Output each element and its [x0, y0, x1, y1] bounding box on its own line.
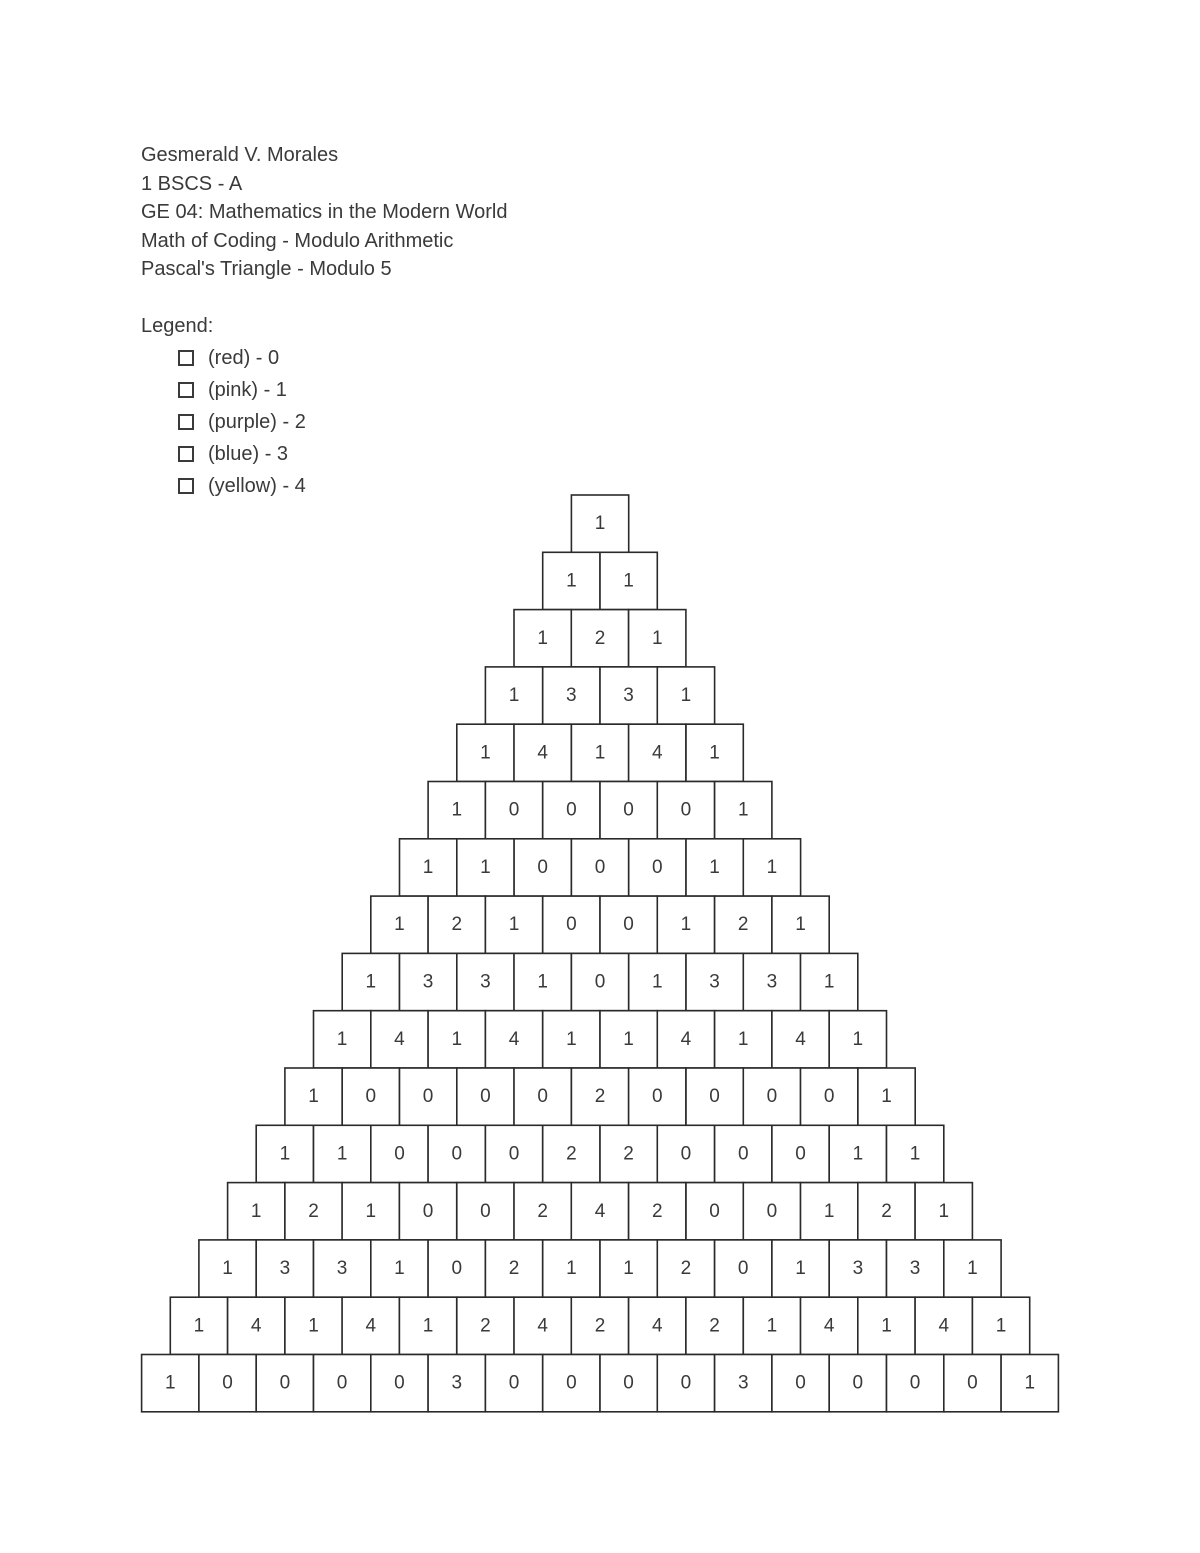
cell-value: 0 [422, 1086, 434, 1108]
triangle-cell [686, 1068, 743, 1125]
cell-value: 1 [308, 1315, 319, 1337]
triangle-cell [485, 896, 542, 953]
triangle-cell [342, 1068, 399, 1125]
cell-value: 2 [709, 1315, 720, 1337]
triangle-cell [715, 1125, 772, 1182]
triangle-cell [371, 1240, 428, 1297]
triangle-cell [629, 1183, 686, 1240]
cell-value: 2 [480, 1315, 491, 1337]
cell-value: 1 [165, 1372, 176, 1394]
triangle-cell [600, 896, 657, 953]
triangle-cell [457, 1183, 514, 1240]
cell-value: 4 [537, 742, 548, 764]
legend-label: (yellow) - 4 [208, 474, 306, 497]
triangle-cell [657, 1355, 714, 1412]
cell-value: 1 [451, 1028, 463, 1050]
cell-value: 0 [680, 799, 692, 821]
triangle-cell [571, 953, 628, 1010]
cell-value: 1 [480, 742, 491, 764]
triangle-cell [715, 896, 772, 953]
triangle-cell [772, 896, 829, 953]
cell-value: 4 [537, 1315, 548, 1337]
triangle-cell [858, 1297, 915, 1354]
cell-value: 2 [308, 1200, 319, 1222]
cell-value: 0 [909, 1372, 921, 1394]
triangle-cell [801, 1068, 858, 1125]
cell-value: 0 [566, 1372, 577, 1394]
cell-value: 0 [823, 1086, 835, 1108]
cell-value: 0 [795, 1143, 806, 1165]
triangle-cell [715, 1011, 772, 1068]
triangle-cell [543, 1125, 600, 1182]
triangle-cell [314, 1125, 371, 1182]
cell-value: 1 [709, 742, 720, 764]
cell-value: 1 [795, 914, 806, 936]
cell-value: 1 [594, 513, 606, 535]
triangle-cell [629, 1068, 686, 1125]
triangle-cell [801, 1297, 858, 1354]
cell-value: 3 [909, 1258, 921, 1280]
triangle-cell [400, 839, 457, 896]
cell-value: 1 [222, 1258, 233, 1280]
triangle-cell [199, 1240, 256, 1297]
cell-value: 0 [566, 799, 577, 821]
triangle-cell [428, 1355, 485, 1412]
cell-value: 1 [823, 1200, 835, 1222]
triangle-cell [657, 667, 714, 724]
triangle-cell [600, 782, 657, 839]
triangle-cell [686, 724, 743, 781]
triangle-cell [314, 1011, 371, 1068]
cell-value: 1 [365, 971, 377, 993]
triangle-cell [228, 1297, 285, 1354]
triangle-cell [686, 839, 743, 896]
cell-value: 0 [967, 1372, 978, 1394]
triangle-cell [571, 1183, 628, 1240]
cell-value: 1 [336, 1143, 348, 1165]
cell-value: 1 [652, 627, 663, 649]
cell-value: 0 [508, 799, 520, 821]
triangle-cell [485, 667, 542, 724]
triangle-cell [399, 1297, 456, 1354]
cell-value: 2 [881, 1200, 892, 1222]
cell-value: 4 [823, 1315, 835, 1337]
triangle-cell [371, 896, 428, 953]
triangle-cell [199, 1355, 256, 1412]
triangle-cell [657, 896, 714, 953]
cell-value: 1 [623, 1258, 634, 1280]
triangle-cell [772, 1011, 829, 1068]
triangle-cell [543, 782, 600, 839]
cell-value: 3 [422, 971, 434, 993]
triangle-cell [743, 953, 800, 1010]
triangle-cell [772, 1355, 829, 1412]
cell-value: 1 [336, 1028, 348, 1050]
cell-value: 1 [1024, 1372, 1036, 1394]
cell-value: 1 [909, 1143, 921, 1165]
triangle-cell [256, 1240, 313, 1297]
triangle-cell [285, 1183, 342, 1240]
triangle-cell [342, 1297, 399, 1354]
triangle-cell [142, 1355, 199, 1412]
triangle-cell [571, 1068, 628, 1125]
triangle-cell [457, 839, 514, 896]
cell-value: 0 [537, 1086, 548, 1108]
triangle-cell [629, 1297, 686, 1354]
triangle-cell [829, 1240, 886, 1297]
legend-label: (blue) - 3 [208, 442, 289, 465]
cell-value: 1 [823, 971, 835, 993]
cell-value: 4 [795, 1028, 806, 1050]
triangle-cell [972, 1297, 1029, 1354]
triangle-cell [428, 1240, 485, 1297]
cell-value: 3 [766, 971, 778, 993]
cell-value: 0 [738, 1143, 749, 1165]
cell-value: 0 [766, 1086, 778, 1108]
cell-value: 4 [652, 742, 663, 764]
cell-value: 4 [394, 1028, 405, 1050]
cell-value: 1 [938, 1200, 950, 1222]
triangle-cell [170, 1297, 227, 1354]
cell-value: 2 [594, 627, 606, 649]
cell-value: 1 [566, 1258, 577, 1280]
triangle-cell [428, 1125, 485, 1182]
cell-value: 0 [365, 1086, 377, 1108]
triangle-cell [514, 1183, 571, 1240]
triangle-cell [514, 1297, 571, 1354]
cell-value: 0 [451, 1143, 463, 1165]
cell-value: 1 [422, 1315, 434, 1337]
triangle-cell [858, 1183, 915, 1240]
cell-value: 0 [566, 914, 577, 936]
triangle-cell [657, 1125, 714, 1182]
triangle-cell [1001, 1355, 1058, 1412]
triangle-cell [256, 1125, 313, 1182]
cell-value: 1 [308, 1086, 319, 1108]
author-name: Gesmerald V. Morales [141, 144, 339, 166]
cell-value: 1 [795, 1258, 806, 1280]
triangle-cell [944, 1355, 1001, 1412]
cell-value: 4 [250, 1315, 262, 1337]
triangle-cell [629, 610, 686, 667]
triangle-cell [686, 1297, 743, 1354]
cell-value: 3 [336, 1258, 348, 1280]
triangle-cell [485, 782, 542, 839]
triangle-cell [657, 782, 714, 839]
cell-value: 0 [422, 1200, 434, 1222]
cell-value: 1 [365, 1200, 377, 1222]
triangle-cell [657, 1240, 714, 1297]
cell-value: 3 [738, 1372, 749, 1394]
triangle-cell [571, 724, 628, 781]
cell-value: 1 [566, 1028, 577, 1050]
cell-value: 1 [967, 1258, 978, 1280]
triangle-cell [801, 1183, 858, 1240]
triangle-cell [829, 1355, 886, 1412]
cell-value: 0 [394, 1372, 405, 1394]
triangle-cell [543, 1011, 600, 1068]
triangle-cell [543, 1355, 600, 1412]
cell-value: 1 [680, 685, 692, 706]
cell-value: 0 [680, 1372, 692, 1394]
cell-value: 0 [766, 1200, 778, 1222]
triangle-cell [314, 1240, 371, 1297]
cell-value: 2 [623, 1143, 634, 1165]
cell-value: 3 [852, 1258, 864, 1280]
triangle-cell [342, 953, 399, 1010]
cell-value: 0 [623, 799, 634, 821]
section: 1 BSCS - A [141, 172, 243, 195]
triangle-cell [629, 839, 686, 896]
cell-value: 0 [623, 1372, 634, 1394]
triangle-cell [915, 1297, 972, 1354]
cell-value: 2 [537, 1200, 548, 1222]
triangle-cell [428, 782, 485, 839]
triangle-cell [371, 1355, 428, 1412]
cell-value: 0 [652, 1086, 663, 1108]
cell-value: 0 [451, 1258, 463, 1280]
cell-value: 2 [451, 914, 463, 936]
triangle-cell [571, 495, 628, 552]
triangle-cell [829, 1125, 886, 1182]
cell-value: 2 [652, 1200, 663, 1222]
cell-value: 1 [480, 856, 491, 878]
cell-value: 1 [279, 1143, 291, 1165]
cell-value: 2 [594, 1086, 606, 1108]
cell-value: 0 [594, 971, 606, 993]
cell-value: 1 [738, 799, 749, 821]
cell-value: 1 [766, 1315, 778, 1337]
triangle-cell [801, 953, 858, 1010]
course-title: GE 04: Mathematics in the Modern World [141, 201, 508, 223]
triangle-cell [514, 839, 571, 896]
triangle-cell [715, 782, 772, 839]
triangle-cell [514, 1068, 571, 1125]
triangle-cell [743, 1068, 800, 1125]
triangle-cell [514, 953, 571, 1010]
triangle-cell [743, 1183, 800, 1240]
triangle-cell [772, 1125, 829, 1182]
triangle-cell [543, 667, 600, 724]
cell-value: 1 [566, 570, 577, 592]
cell-value: 0 [680, 1143, 692, 1165]
triangle-cell [600, 1125, 657, 1182]
cell-value: 4 [365, 1315, 377, 1337]
cell-value: 1 [881, 1315, 892, 1337]
triangle-cell [600, 1355, 657, 1412]
cell-value: 1 [623, 1028, 634, 1050]
cell-value: 2 [594, 1315, 606, 1337]
triangle-cell [371, 1011, 428, 1068]
cell-value: 2 [508, 1258, 520, 1280]
triangle-cell [743, 839, 800, 896]
triangle-cell [285, 1297, 342, 1354]
cell-value: 1 [766, 856, 778, 878]
cell-value: 1 [709, 856, 720, 878]
cell-value: 0 [737, 1258, 749, 1280]
triangle-cell [371, 1125, 428, 1182]
cell-value: 1 [537, 627, 548, 649]
triangle-cell [485, 1125, 542, 1182]
cell-value: 1 [394, 914, 405, 936]
triangle-cell [399, 1183, 456, 1240]
triangle-cell [457, 1068, 514, 1125]
cell-value: 0 [623, 914, 634, 936]
cell-value: 1 [652, 971, 663, 993]
cell-value: 0 [652, 856, 663, 878]
cell-value: 1 [250, 1200, 262, 1222]
triangle-cell [457, 953, 514, 1010]
triangle-cell [772, 1240, 829, 1297]
cell-value: 2 [680, 1258, 692, 1280]
cell-value: 0 [222, 1372, 233, 1394]
cell-value: 1 [852, 1028, 864, 1050]
cell-value: 0 [594, 856, 606, 878]
triangle-cell [915, 1183, 972, 1240]
cell-value: 3 [279, 1258, 291, 1280]
triangle-cell [629, 724, 686, 781]
triangle-cell [485, 1011, 542, 1068]
triangle-cell [657, 1011, 714, 1068]
cell-value: 0 [279, 1372, 291, 1394]
cell-value: 0 [852, 1372, 864, 1394]
cell-value: 4 [594, 1200, 606, 1222]
cell-value: 1 [594, 742, 606, 764]
cell-value: 1 [995, 1315, 1007, 1337]
cell-value: 2 [737, 914, 749, 936]
triangle-cell [887, 1125, 944, 1182]
triangle-cell [314, 1355, 371, 1412]
cell-value: 0 [508, 1143, 520, 1165]
legend-label: (purple) - 2 [208, 410, 306, 433]
cell-value: 0 [508, 1372, 520, 1394]
triangle-cell [887, 1240, 944, 1297]
legend-title: Legend: [141, 315, 214, 337]
triangle-cell [485, 1240, 542, 1297]
triangle-cell [715, 1240, 772, 1297]
triangle-cell [600, 552, 657, 609]
cell-value: 3 [709, 971, 720, 993]
cell-value: 0 [709, 1086, 720, 1108]
triangle-cell [514, 724, 571, 781]
topic: Math of Coding - Modulo Arithmetic [141, 229, 454, 252]
triangle-cell [571, 610, 628, 667]
cell-value: 1 [394, 1258, 405, 1280]
triangle-cell [629, 953, 686, 1010]
cell-value: 4 [508, 1028, 520, 1050]
triangle-cell [428, 1011, 485, 1068]
triangle-cell [428, 896, 485, 953]
cell-value: 0 [480, 1086, 491, 1108]
cell-value: 1 [508, 685, 520, 706]
triangle-cell [485, 1355, 542, 1412]
cell-value: 4 [938, 1315, 950, 1337]
cell-value: 3 [623, 685, 634, 706]
cell-value: 4 [652, 1315, 663, 1337]
triangle-cell [858, 1068, 915, 1125]
cell-value: 0 [537, 856, 548, 878]
legend-label: (pink) - 1 [208, 378, 287, 401]
triangle-cell [600, 667, 657, 724]
triangle-cell [600, 1011, 657, 1068]
triangle-cell [400, 953, 457, 1010]
triangle-cell [400, 1068, 457, 1125]
triangle-cell [514, 610, 571, 667]
triangle-cell [457, 1297, 514, 1354]
triangle-cell [285, 1068, 342, 1125]
triangle-cell [686, 953, 743, 1010]
cell-value: 1 [623, 570, 634, 592]
triangle-cell [571, 1297, 628, 1354]
cell-value: 1 [852, 1143, 864, 1165]
triangle-cell [543, 1240, 600, 1297]
cell-value: 1 [193, 1315, 205, 1337]
cell-value: 1 [881, 1086, 892, 1108]
cell-value: 1 [422, 856, 434, 878]
triangle-cell [715, 1355, 772, 1412]
cell-value: 0 [709, 1200, 720, 1222]
cell-value: 3 [566, 685, 577, 706]
cell-value: 3 [451, 1372, 463, 1394]
triangle-cell [743, 1297, 800, 1354]
triangle-cell [686, 1183, 743, 1240]
triangle-cell [228, 1183, 285, 1240]
triangle-cell [887, 1355, 944, 1412]
cell-value: 1 [451, 799, 463, 821]
cell-value: 2 [566, 1143, 577, 1165]
triangle-cell [571, 839, 628, 896]
triangle-cell [256, 1355, 313, 1412]
triangle-cell [829, 1011, 886, 1068]
cell-value: 0 [394, 1143, 405, 1165]
cell-value: 1 [508, 914, 520, 936]
triangle-cell [600, 1240, 657, 1297]
cell-value: 0 [795, 1372, 806, 1394]
legend-label: (red) - 0 [208, 346, 280, 369]
cell-value: 0 [480, 1200, 491, 1222]
triangle-cell [944, 1240, 1001, 1297]
triangle-cell [543, 552, 600, 609]
cell-value: 1 [680, 914, 692, 936]
cell-value: 3 [480, 971, 491, 993]
triangle-cell [342, 1183, 399, 1240]
triangle-cell [457, 724, 514, 781]
triangle-cell [543, 896, 600, 953]
document-title: Pascal's Triangle - Modulo 5 [141, 258, 392, 280]
cell-value: 1 [737, 1028, 749, 1050]
cell-value: 4 [680, 1028, 692, 1050]
cell-value: 1 [537, 971, 548, 993]
cell-value: 0 [336, 1372, 348, 1394]
